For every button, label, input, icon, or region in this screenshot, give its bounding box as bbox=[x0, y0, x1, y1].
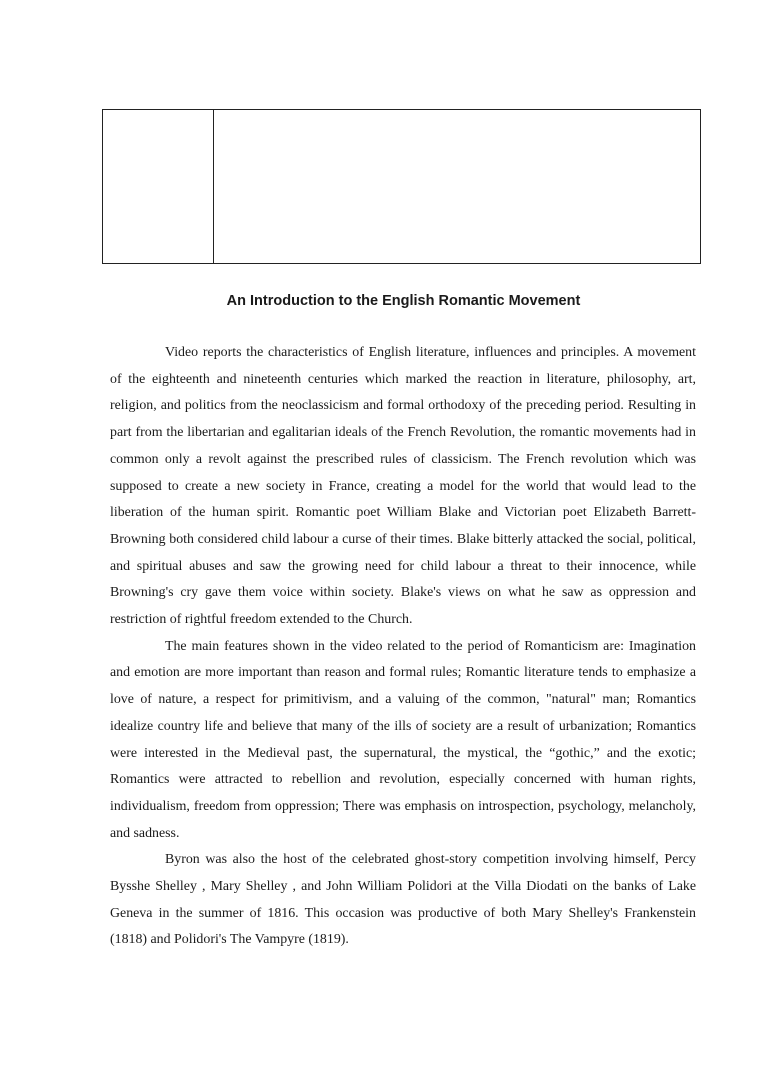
header-table bbox=[102, 109, 701, 264]
header-cell-right bbox=[214, 110, 700, 263]
paragraph-1: Video reports the characteristics of English literature, influences and principles. A movement of the eighteenth and nineteenth centuries which marked the reaction in literature, philosophy, art, religion, and politics from the neoclassicism and formal orthodoxy of the preceding period. Resulting in part from the libertarian and egalitarian ideals of the French Revolution, the romantic movements had in common only a revolt against the prescribed rules of classicism. The French revolution which was supposed to create a new society in France, creating a model for the world that would lead to the liberation of the human spirit. Romantic poet William Blake and Victorian poet Elizabeth Barrett-Browning both considered child labour a curse of their times. Blake bitterly attacked the social, political, and spiritual abuses and saw the growing need for child labour a threat to their innocence, while Browning's cry gave them voice within society. Blake's views on what he saw as oppression and restriction of rightful freedom extended to the Church. bbox=[110, 345, 696, 628]
document-title: An Introduction to the English Romantic Movement bbox=[226, 293, 581, 309]
header-cell-left bbox=[103, 110, 214, 263]
paragraph-2: The main features shown in the video related to the period of Romanticism are: Imagination and emotion are more important than reason and formal rules; Romantic literature tends to emphasize a love of nature, a respect for primitivism, and a valuing of the common, "natural" man; Romantics idealize country life and believe that many of the ills of society are a result of urbanization; Romantics were interested in the Medieval past, the supernatural, the mystical, the “gothic,” and the exotic; Romantics were attracted to rebellion and revolution, especially concerned with human rights, individualism, freedom from oppression; There was emphasis on introspection, psychology, melancholy, and sadness. bbox=[110, 638, 696, 841]
paragraph-3: Byron was also the host of the celebrated ghost-story competition involving himself, Percy Bysshe Shelley , Mary Shelley , and John William Polidori at the Villa Diodati on the banks of Lake Geneva in the summer of 1816. This occasion was productive of both Mary Shelley's Frankenstein (1818) and Polidori's The Vampyre (1819). bbox=[110, 852, 696, 948]
document-body bbox=[110, 340, 696, 954]
